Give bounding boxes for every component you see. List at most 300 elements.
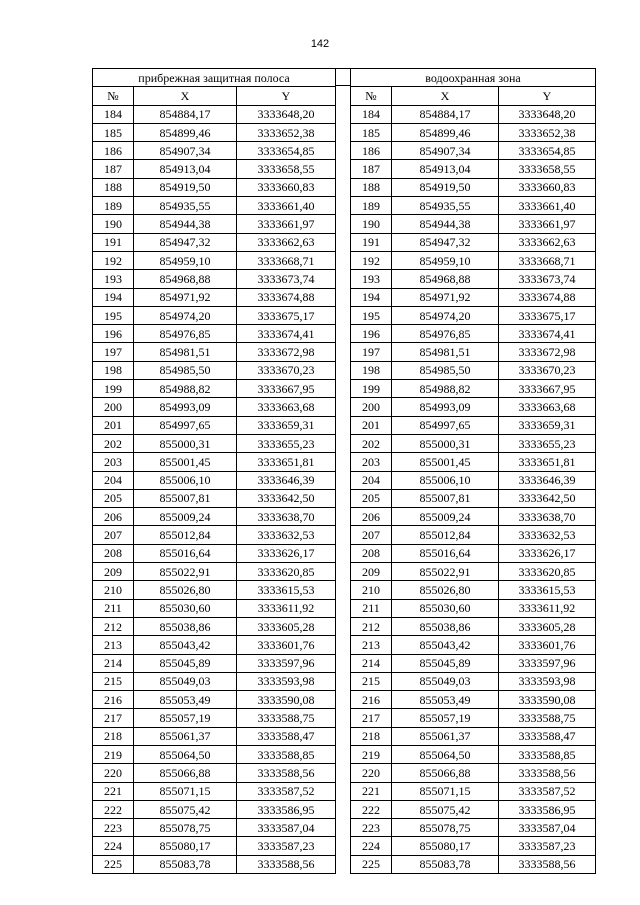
point-number-cell: 206 [351, 508, 392, 526]
table-row [93, 489, 336, 507]
table-row [351, 599, 596, 617]
point-number-cell: 207 [93, 526, 134, 544]
y-coordinate-cell: 3333651,81 [499, 453, 596, 471]
x-coordinate-cell: 855007,81 [392, 489, 499, 507]
table-row [93, 105, 336, 123]
point-number-cell: 190 [93, 215, 134, 233]
x-coordinate-cell: 855064,50 [392, 745, 499, 763]
y-coordinate-cell: 3333586,95 [499, 800, 596, 818]
x-coordinate-cell: 854988,82 [392, 380, 499, 398]
point-number-cell: 212 [93, 617, 134, 635]
x-coordinate-cell: 855075,42 [392, 800, 499, 818]
y-coordinate-cell: 3333662,63 [237, 233, 336, 251]
y-coordinate-cell: 3333661,97 [237, 215, 336, 233]
point-number-cell: 196 [351, 325, 392, 343]
x-coordinate-cell: 854959,10 [134, 251, 237, 269]
y-coordinate-cell: 3333668,71 [499, 251, 596, 269]
point-number-cell: 219 [93, 745, 134, 763]
y-coordinate-cell: 3333615,53 [237, 581, 336, 599]
x-coordinate-cell: 855006,10 [134, 471, 237, 489]
table-row [93, 142, 336, 160]
y-coordinate-cell: 3333593,98 [499, 672, 596, 690]
table-row [93, 709, 336, 727]
table-row [351, 453, 596, 471]
table-row [93, 251, 336, 269]
y-coordinate-cell: 3333651,81 [237, 453, 336, 471]
table-row [351, 819, 596, 837]
point-number-cell: 217 [351, 709, 392, 727]
table-row [351, 727, 596, 745]
y-coordinate-cell: 3333672,98 [237, 343, 336, 361]
y-coordinate-cell: 3333587,04 [237, 819, 336, 837]
point-number-cell: 185 [93, 123, 134, 141]
y-coordinate-cell: 3333588,75 [499, 709, 596, 727]
page-number: 142 [310, 38, 330, 50]
point-number-cell: 213 [351, 636, 392, 654]
table-row [351, 105, 596, 123]
column-header-number: № [351, 87, 392, 105]
x-coordinate-cell: 855016,64 [392, 544, 499, 562]
table-row [351, 123, 596, 141]
x-coordinate-cell: 855009,24 [134, 508, 237, 526]
y-coordinate-cell: 3333667,95 [237, 380, 336, 398]
y-coordinate-cell: 3333587,23 [237, 837, 336, 855]
x-coordinate-cell: 855043,42 [134, 636, 237, 654]
y-coordinate-cell: 3333597,96 [237, 654, 336, 672]
table-row [351, 526, 596, 544]
point-number-cell: 186 [93, 142, 134, 160]
table-body [93, 105, 336, 873]
y-coordinate-cell: 3333642,50 [499, 489, 596, 507]
point-number-cell: 191 [351, 233, 392, 251]
point-number-cell: 202 [93, 434, 134, 452]
y-coordinate-cell: 3333648,20 [499, 105, 596, 123]
y-coordinate-cell: 3333659,31 [237, 416, 336, 434]
y-coordinate-cell: 3333673,74 [237, 270, 336, 288]
x-coordinate-cell: 855078,75 [392, 819, 499, 837]
y-coordinate-cell: 3333674,41 [499, 325, 596, 343]
table-row [351, 233, 596, 251]
point-number-cell: 204 [93, 471, 134, 489]
table-row [93, 197, 336, 215]
table-row [93, 617, 336, 635]
x-coordinate-cell: 855012,84 [392, 526, 499, 544]
y-coordinate-cell: 3333658,55 [499, 160, 596, 178]
x-coordinate-cell: 854913,04 [134, 160, 237, 178]
table-row [351, 544, 596, 562]
point-number-cell: 184 [351, 105, 392, 123]
y-coordinate-cell: 3333626,17 [237, 544, 336, 562]
column-header-number: № [93, 87, 134, 105]
point-number-cell: 203 [93, 453, 134, 471]
y-coordinate-cell: 3333590,08 [237, 691, 336, 709]
y-coordinate-cell: 3333588,85 [237, 745, 336, 763]
table-row [351, 197, 596, 215]
point-number-cell: 193 [351, 270, 392, 288]
table-row [351, 508, 596, 526]
point-number-cell: 188 [93, 178, 134, 196]
table-row [93, 325, 336, 343]
x-coordinate-cell: 854974,20 [392, 306, 499, 324]
table-row [351, 325, 596, 343]
point-number-cell: 199 [93, 380, 134, 398]
table-row [351, 215, 596, 233]
point-number-cell: 190 [351, 215, 392, 233]
table-row [93, 800, 336, 818]
y-coordinate-cell: 3333590,08 [499, 691, 596, 709]
x-coordinate-cell: 854907,34 [134, 142, 237, 160]
table-row [93, 563, 336, 581]
y-coordinate-cell: 3333632,53 [499, 526, 596, 544]
x-coordinate-cell: 855061,37 [392, 727, 499, 745]
x-coordinate-cell: 855066,88 [392, 764, 499, 782]
y-coordinate-cell: 3333638,70 [499, 508, 596, 526]
point-number-cell: 208 [93, 544, 134, 562]
table-row [351, 306, 596, 324]
table-row [93, 471, 336, 489]
x-coordinate-cell: 855061,37 [134, 727, 237, 745]
point-number-cell: 201 [93, 416, 134, 434]
y-coordinate-cell: 3333588,56 [499, 764, 596, 782]
x-coordinate-cell: 854997,65 [392, 416, 499, 434]
table-row [351, 764, 596, 782]
table-row [351, 398, 596, 416]
y-coordinate-cell: 3333674,88 [237, 288, 336, 306]
point-number-cell: 192 [351, 251, 392, 269]
table-row [93, 782, 336, 800]
y-coordinate-cell: 3333586,95 [237, 800, 336, 818]
y-coordinate-cell: 3333663,68 [237, 398, 336, 416]
x-coordinate-cell: 854947,32 [392, 233, 499, 251]
point-number-cell: 198 [351, 361, 392, 379]
y-coordinate-cell: 3333668,71 [237, 251, 336, 269]
x-coordinate-cell: 855038,86 [392, 617, 499, 635]
y-coordinate-cell: 3333588,56 [237, 855, 336, 873]
table-row [93, 599, 336, 617]
y-coordinate-cell: 3333675,17 [237, 306, 336, 324]
table-row [93, 764, 336, 782]
y-coordinate-cell: 3333652,38 [499, 123, 596, 141]
x-coordinate-cell: 854919,50 [134, 178, 237, 196]
point-number-cell: 204 [351, 471, 392, 489]
y-coordinate-cell: 3333655,23 [499, 434, 596, 452]
x-coordinate-cell: 855000,31 [134, 434, 237, 452]
x-coordinate-cell: 854907,34 [392, 142, 499, 160]
point-number-cell: 210 [351, 581, 392, 599]
point-number-cell: 221 [93, 782, 134, 800]
table-row [93, 745, 336, 763]
x-coordinate-cell: 854985,50 [134, 361, 237, 379]
water-protection-zone-table [350, 68, 596, 874]
x-coordinate-cell: 854981,51 [392, 343, 499, 361]
table-row [93, 233, 336, 251]
y-coordinate-cell: 3333587,04 [499, 819, 596, 837]
y-coordinate-cell: 3333611,92 [237, 599, 336, 617]
y-coordinate-cell: 3333674,41 [237, 325, 336, 343]
x-coordinate-cell: 855075,42 [134, 800, 237, 818]
y-coordinate-cell: 3333593,98 [237, 672, 336, 690]
x-coordinate-cell: 855053,49 [392, 691, 499, 709]
point-number-cell: 199 [351, 380, 392, 398]
table-row [93, 544, 336, 562]
y-coordinate-cell: 3333659,31 [499, 416, 596, 434]
table-row [351, 636, 596, 654]
point-number-cell: 217 [93, 709, 134, 727]
y-coordinate-cell: 3333655,23 [237, 434, 336, 452]
x-coordinate-cell: 854976,85 [134, 325, 237, 343]
table-row [351, 178, 596, 196]
x-coordinate-cell: 855045,89 [134, 654, 237, 672]
table-row [93, 361, 336, 379]
y-coordinate-cell: 3333588,56 [237, 764, 336, 782]
x-coordinate-cell: 855071,15 [392, 782, 499, 800]
table-row [351, 782, 596, 800]
x-coordinate-cell: 855066,88 [134, 764, 237, 782]
x-coordinate-cell: 854974,20 [134, 306, 237, 324]
point-number-cell: 214 [351, 654, 392, 672]
point-number-cell: 205 [351, 489, 392, 507]
x-coordinate-cell: 855038,86 [134, 617, 237, 635]
table-row [351, 361, 596, 379]
y-coordinate-cell: 3333670,23 [499, 361, 596, 379]
point-number-cell: 187 [351, 160, 392, 178]
column-header-y: Y [499, 87, 596, 105]
point-number-cell: 214 [93, 654, 134, 672]
x-coordinate-cell: 855049,03 [392, 672, 499, 690]
table-row [93, 416, 336, 434]
point-number-cell: 223 [93, 819, 134, 837]
x-coordinate-cell: 854884,17 [392, 105, 499, 123]
table-row [93, 508, 336, 526]
point-number-cell: 191 [93, 233, 134, 251]
table-row [93, 160, 336, 178]
table-separator [335, 68, 350, 86]
point-number-cell: 185 [351, 123, 392, 141]
table-row [351, 654, 596, 672]
column-header-y: Y [237, 87, 336, 105]
table-row [93, 343, 336, 361]
table-row [351, 709, 596, 727]
y-coordinate-cell: 3333642,50 [237, 489, 336, 507]
table-row [93, 270, 336, 288]
point-number-cell: 193 [93, 270, 134, 288]
point-number-cell: 202 [351, 434, 392, 452]
y-coordinate-cell: 3333661,97 [499, 215, 596, 233]
y-coordinate-cell: 3333605,28 [237, 617, 336, 635]
point-number-cell: 209 [351, 563, 392, 581]
y-coordinate-cell: 3333587,52 [499, 782, 596, 800]
table-row [351, 489, 596, 507]
x-coordinate-cell: 854997,65 [134, 416, 237, 434]
y-coordinate-cell: 3333587,52 [237, 782, 336, 800]
y-coordinate-cell: 3333615,53 [499, 581, 596, 599]
x-coordinate-cell: 854968,88 [134, 270, 237, 288]
x-coordinate-cell: 855001,45 [134, 453, 237, 471]
point-number-cell: 187 [93, 160, 134, 178]
point-number-cell: 225 [93, 855, 134, 873]
point-number-cell: 192 [93, 251, 134, 269]
table-row [351, 343, 596, 361]
x-coordinate-cell: 855083,78 [392, 855, 499, 873]
table-row [351, 745, 596, 763]
x-coordinate-cell: 854959,10 [392, 251, 499, 269]
table-row [351, 563, 596, 581]
point-number-cell: 189 [351, 197, 392, 215]
x-coordinate-cell: 855071,15 [134, 782, 237, 800]
point-number-cell: 195 [351, 306, 392, 324]
y-coordinate-cell: 3333662,63 [499, 233, 596, 251]
table-row [351, 672, 596, 690]
y-coordinate-cell: 3333588,47 [499, 727, 596, 745]
point-number-cell: 215 [93, 672, 134, 690]
point-number-cell: 189 [93, 197, 134, 215]
point-number-cell: 211 [93, 599, 134, 617]
y-coordinate-cell: 3333601,76 [499, 636, 596, 654]
table-row [93, 380, 336, 398]
table-row [351, 160, 596, 178]
x-coordinate-cell: 854981,51 [134, 343, 237, 361]
y-coordinate-cell: 3333588,85 [499, 745, 596, 763]
point-number-cell: 225 [351, 855, 392, 873]
point-number-cell: 218 [93, 727, 134, 745]
table-row [351, 142, 596, 160]
point-number-cell: 200 [93, 398, 134, 416]
x-coordinate-cell: 854944,38 [134, 215, 237, 233]
y-coordinate-cell: 3333611,92 [499, 599, 596, 617]
point-number-cell: 206 [93, 508, 134, 526]
table-row [351, 837, 596, 855]
table-row [93, 453, 336, 471]
table-title: прибрежная защитная полоса [93, 69, 336, 87]
point-number-cell: 220 [351, 764, 392, 782]
table-row [93, 526, 336, 544]
point-number-cell: 208 [351, 544, 392, 562]
point-number-cell: 203 [351, 453, 392, 471]
table-row [93, 654, 336, 672]
point-number-cell: 222 [351, 800, 392, 818]
x-coordinate-cell: 854899,46 [134, 123, 237, 141]
y-coordinate-cell: 3333648,20 [237, 105, 336, 123]
point-number-cell: 197 [93, 343, 134, 361]
table-row [93, 178, 336, 196]
table-row [93, 306, 336, 324]
point-number-cell: 194 [93, 288, 134, 306]
point-number-cell: 221 [351, 782, 392, 800]
table-title: водоохранная зона [351, 69, 596, 87]
x-coordinate-cell: 855078,75 [134, 819, 237, 837]
x-coordinate-cell: 854968,88 [392, 270, 499, 288]
point-number-cell: 200 [351, 398, 392, 416]
x-coordinate-cell: 855043,42 [392, 636, 499, 654]
point-number-cell: 215 [351, 672, 392, 690]
x-coordinate-cell: 854884,17 [134, 105, 237, 123]
x-coordinate-cell: 855045,89 [392, 654, 499, 672]
point-number-cell: 216 [93, 691, 134, 709]
point-number-cell: 207 [351, 526, 392, 544]
x-coordinate-cell: 854935,55 [392, 197, 499, 215]
x-coordinate-cell: 855012,84 [134, 526, 237, 544]
point-number-cell: 212 [351, 617, 392, 635]
point-number-cell: 205 [93, 489, 134, 507]
table-row [93, 672, 336, 690]
table-body [351, 105, 596, 873]
table-row [351, 380, 596, 398]
table-row [351, 691, 596, 709]
y-coordinate-cell: 3333658,55 [237, 160, 336, 178]
table-row [351, 434, 596, 452]
x-coordinate-cell: 855030,60 [134, 599, 237, 617]
point-number-cell: 223 [351, 819, 392, 837]
x-coordinate-cell: 854993,09 [134, 398, 237, 416]
y-coordinate-cell: 3333620,85 [237, 563, 336, 581]
table-row [93, 288, 336, 306]
point-number-cell: 216 [351, 691, 392, 709]
x-coordinate-cell: 855057,19 [392, 709, 499, 727]
table-row [93, 855, 336, 873]
x-coordinate-cell: 855080,17 [134, 837, 237, 855]
y-coordinate-cell: 3333605,28 [499, 617, 596, 635]
point-number-cell: 184 [93, 105, 134, 123]
y-coordinate-cell: 3333663,68 [499, 398, 596, 416]
x-coordinate-cell: 854947,32 [134, 233, 237, 251]
point-number-cell: 222 [93, 800, 134, 818]
table-row [93, 398, 336, 416]
point-number-cell: 188 [351, 178, 392, 196]
y-coordinate-cell: 3333673,74 [499, 270, 596, 288]
x-coordinate-cell: 855006,10 [392, 471, 499, 489]
x-coordinate-cell: 854919,50 [392, 178, 499, 196]
x-coordinate-cell: 854985,50 [392, 361, 499, 379]
x-coordinate-cell: 855083,78 [134, 855, 237, 873]
point-number-cell: 210 [93, 581, 134, 599]
point-number-cell: 198 [93, 361, 134, 379]
table-row [351, 471, 596, 489]
y-coordinate-cell: 3333626,17 [499, 544, 596, 562]
table-row [351, 251, 596, 269]
table-row [351, 416, 596, 434]
point-number-cell: 218 [351, 727, 392, 745]
y-coordinate-cell: 3333670,23 [237, 361, 336, 379]
x-coordinate-cell: 855000,31 [392, 434, 499, 452]
table-row [93, 837, 336, 855]
column-header-x: X [392, 87, 499, 105]
x-coordinate-cell: 854899,46 [392, 123, 499, 141]
point-number-cell: 197 [351, 343, 392, 361]
x-coordinate-cell: 854988,82 [134, 380, 237, 398]
point-number-cell: 224 [93, 837, 134, 855]
x-coordinate-cell: 854976,85 [392, 325, 499, 343]
table-row [93, 636, 336, 654]
x-coordinate-cell: 854935,55 [134, 197, 237, 215]
y-coordinate-cell: 3333646,39 [499, 471, 596, 489]
x-coordinate-cell: 854944,38 [392, 215, 499, 233]
x-coordinate-cell: 855016,64 [134, 544, 237, 562]
y-coordinate-cell: 3333587,23 [499, 837, 596, 855]
table-row [351, 800, 596, 818]
y-coordinate-cell: 3333588,47 [237, 727, 336, 745]
x-coordinate-cell: 855022,91 [134, 563, 237, 581]
point-number-cell: 195 [93, 306, 134, 324]
y-coordinate-cell: 3333667,95 [499, 380, 596, 398]
y-coordinate-cell: 3333661,40 [237, 197, 336, 215]
y-coordinate-cell: 3333597,96 [499, 654, 596, 672]
table-row [93, 691, 336, 709]
table-row [93, 581, 336, 599]
x-coordinate-cell: 854913,04 [392, 160, 499, 178]
x-coordinate-cell: 855026,80 [134, 581, 237, 599]
x-coordinate-cell: 855080,17 [392, 837, 499, 855]
x-coordinate-cell: 855064,50 [134, 745, 237, 763]
